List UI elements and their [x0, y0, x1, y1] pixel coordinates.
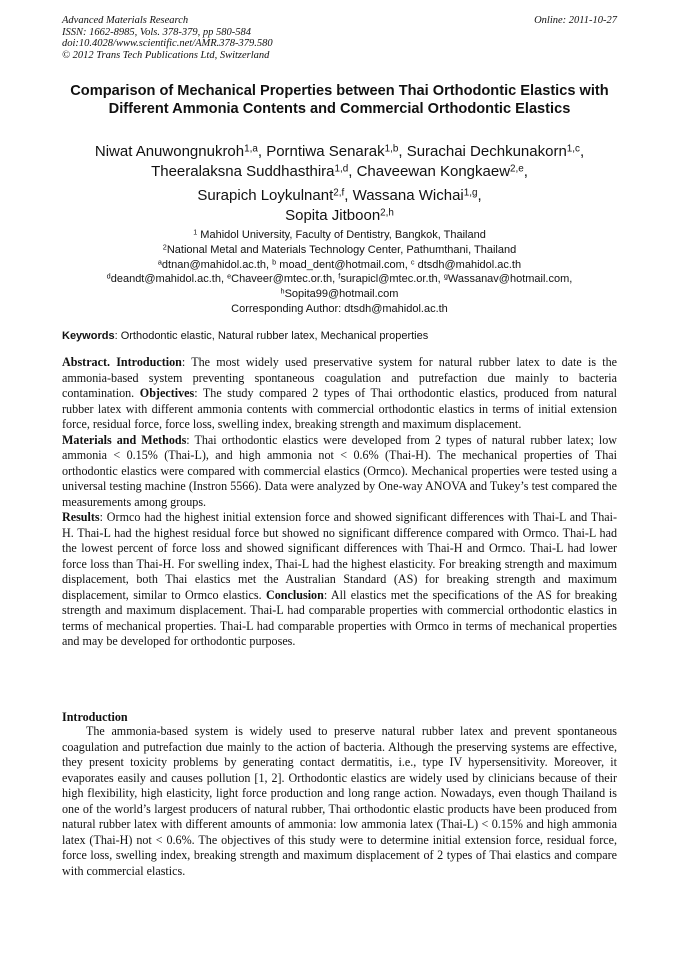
- author-affiliation-mark: 1,c: [566, 143, 580, 155]
- email-address: dtsdh@mahidol.ac.th: [417, 258, 522, 271]
- introduction-body: [62, 724, 617, 879]
- email-mark: g: [443, 272, 448, 282]
- objectives-text: : The study compared 2 types of Thai orthodontic elastics, produced from natural rubber latex with different ammonia contents with commercial orthodontic elastics in terms of initial extension force, residual force, force loss, swelling index, breaking strength and maximum displacement.: [62, 386, 617, 431]
- affiliation-line: [62, 243, 617, 258]
- email-address: dtnan@mahidol.ac.th,: [161, 258, 270, 271]
- email-address: deandt@mahidol.ac.th,: [110, 273, 225, 286]
- online-date: Online: 2011-10-27: [534, 15, 617, 26]
- affiliation-mark: 2: [162, 242, 167, 252]
- methods-paragraph: [62, 433, 617, 511]
- affiliations: [62, 228, 617, 317]
- author-name: Chaveewan Kongkaew: [356, 162, 511, 180]
- copyright-line: © 2012 Trans Tech Publications Ltd, Switzerland: [62, 49, 270, 61]
- keywords-text: : Orthodontic elastic, Natural rubber latex, Mechanical properties: [114, 330, 429, 342]
- email-mark: h: [280, 286, 285, 296]
- affiliation-text: National Metal and Materials Technology Center, Pathumthani, Thailand: [166, 243, 517, 256]
- author-affiliation-mark: 2,h: [380, 207, 394, 219]
- objectives-label: Objectives: [139, 386, 195, 400]
- author-affiliation-mark: 2,e: [510, 163, 524, 175]
- author-affiliation-mark: 1,a: [244, 143, 258, 155]
- author-name: Niwat Anuwongnukroh: [94, 143, 245, 160]
- email-address: surapicl@mtec.or.th,: [340, 273, 441, 286]
- abstract-text: : The most widely used preservative system for natural rubber latex to date is the ammonia-based system preventing spontaneous coagulation and putrefaction due mainly to bacteria contamination.: [62, 355, 618, 400]
- doi-line: doi:10.4028/www.scientific.net/AMR.378-379.580: [62, 38, 273, 50]
- email-mark: d: [106, 272, 111, 282]
- author-affiliation-mark: 1,g: [463, 187, 478, 199]
- keywords-line: [62, 329, 617, 343]
- journal-name: Advanced Materials Research: [62, 15, 189, 26]
- author-list: Niwat Anuwongnukroh$^{1,a}$, Porntiwa Senarak$^{1,b}$, Surachai Dechkunakorn$^{1,c}$, Theeralaksna Suddhasthira$^{1,d}$, Chaveewan Kongkaew$^{2,e}$, Surapich Loykulnant$^{2,f}$, Wassana Wichai$^{1,g}$, Sopita Jitboon$^{2,h}$: [94, 143, 585, 224]
- email-mark: b: [272, 257, 277, 267]
- issn-line: ISSN: 1662-8985, Vols. 378-379, pp 580-584: [62, 26, 251, 38]
- author-affiliation-mark: 1,d: [334, 163, 349, 175]
- author-name: Porntiwa Senarak: [266, 143, 385, 160]
- author-name: Surapich Loykulnant: [197, 187, 334, 205]
- abstract: [62, 355, 617, 650]
- email-line: [62, 258, 617, 273]
- author-name: Sopita Jitboon: [285, 206, 381, 224]
- email-mark: f: [338, 272, 341, 282]
- affiliation-mark: 1: [193, 227, 198, 237]
- email-mark: e: [227, 272, 232, 282]
- conclusion-label: Conclusion: [266, 587, 324, 602]
- abstract-intro-paragraph: [62, 355, 617, 433]
- email-address: moad_dent@hotmail.com,: [279, 258, 408, 271]
- introduction-heading: Introduction: [62, 710, 128, 724]
- author-name: Theeralaksna Suddhasthira: [151, 162, 335, 180]
- affiliation-text: Mahidol University, Faculty of Dentistry, Bangkok, Thailand: [200, 229, 486, 241]
- email-mark: c: [410, 257, 415, 267]
- abstract-label: Abstract. Introduction: [62, 355, 182, 369]
- introduction-paragraph: The ammonia-based system is widely used to preserve natural rubber latex and prevent spontaneous coagulation and putrefaction due mainly to the action of bacteria. Although the preserving systems are effective, they present toxicity problems by generating contact dermatitis, i.e., type IV hypersensitivity. Moreover, it evaporates easily and causes pollution [1, 2]. Orthodontic elastics are widely used by clinicians because of their high flexibility, high elasticity, light force production and long range action. Nowadays, even though Thailand is one of the world’s largest producers of natural rubber, Thai orthodontic elastic products have been produced from natural rubber latex with different amounts of ammonia: low ammonia latex (Thai-L) < 0.15% and high ammonia latex (Thai-H) not < 0.6%. The objectives of this study were to determine initial extension force, residual force, force loss, swelling index, breaking strength and maximum displacement of 2 types of Thai elastics and compare with commercial elastics.: [62, 724, 617, 878]
- email-line: [62, 287, 617, 302]
- email-address: Chaveer@mtec.or.th,: [231, 273, 336, 286]
- author-name: Wassana Wichai: [352, 187, 464, 205]
- keywords-label: Keywords: [62, 330, 115, 342]
- methods-label: Materials and Methods: [62, 432, 187, 447]
- conclusion-text: : All elastics met the specifications of the AS for breaking strength and maximum displacement. Thai-L had comparable properties with commercial orthodontic elastics in terms of mechanical properties. Thai-L had comparable properties with Ormco in terms of mechanical properties and may be developed for orthodontic purposes.: [62, 587, 618, 648]
- email-mark: a: [157, 257, 162, 267]
- author-name: Surachai Dechkunakorn: [406, 143, 567, 160]
- corresponding-author: Corresponding Author: dtsdh@mahidol.ac.th: [231, 302, 448, 315]
- methods-text: : Thai orthodontic elastics were developed from 2 types of natural rubber latex; low ammonia < 0.15% (Thai-L), and high ammonia not < 0.6% (Thai-H). The mechanical properties of Thai orthodontic elastics were compared with commercial elastics (Ormco). Mechanical properties were tested using a universal testing machine (Instron 5566). Data were analyzed by One-way ANOVA and Tukey’s test compared the measurements among groups.: [62, 432, 617, 509]
- journal-header: [62, 15, 617, 61]
- email-line: [62, 272, 617, 287]
- email-address: Wassanav@hotmail.com,: [447, 273, 573, 286]
- author-affiliation-mark: 1,b: [384, 143, 399, 155]
- email-address: Sopita99@hotmail.com: [284, 288, 399, 301]
- results-text: : Ormco had the highest initial extension force and showed significant differences with Thai-L and Thai-H. Thai-L had the highest residual force but showed no significant difference compared with Ormco. Thai-L had the lowest percent of force loss and showed significant differences with Thai-H and Ormco. Thai-L had lower force loss than Thai-H. For swelling index, Thai-L had the highest elasticity. For breaking strength and maximum displacement, both Thai elastics met the Australian Standard (AS) for breaking strength and maximum displacement, similar to Ormco elastics.: [62, 510, 617, 602]
- paper-title: Comparison of Mechanical Properties between Thai Orthodontic Elastics with Different Ammonia Contents and Commercial Orthodontic Elastics: [70, 83, 609, 117]
- author-affiliation-mark: 2,f: [333, 187, 345, 199]
- results-paragraph: [62, 510, 617, 650]
- affiliation-line: [62, 228, 617, 243]
- results-label: Results: [62, 510, 100, 524]
